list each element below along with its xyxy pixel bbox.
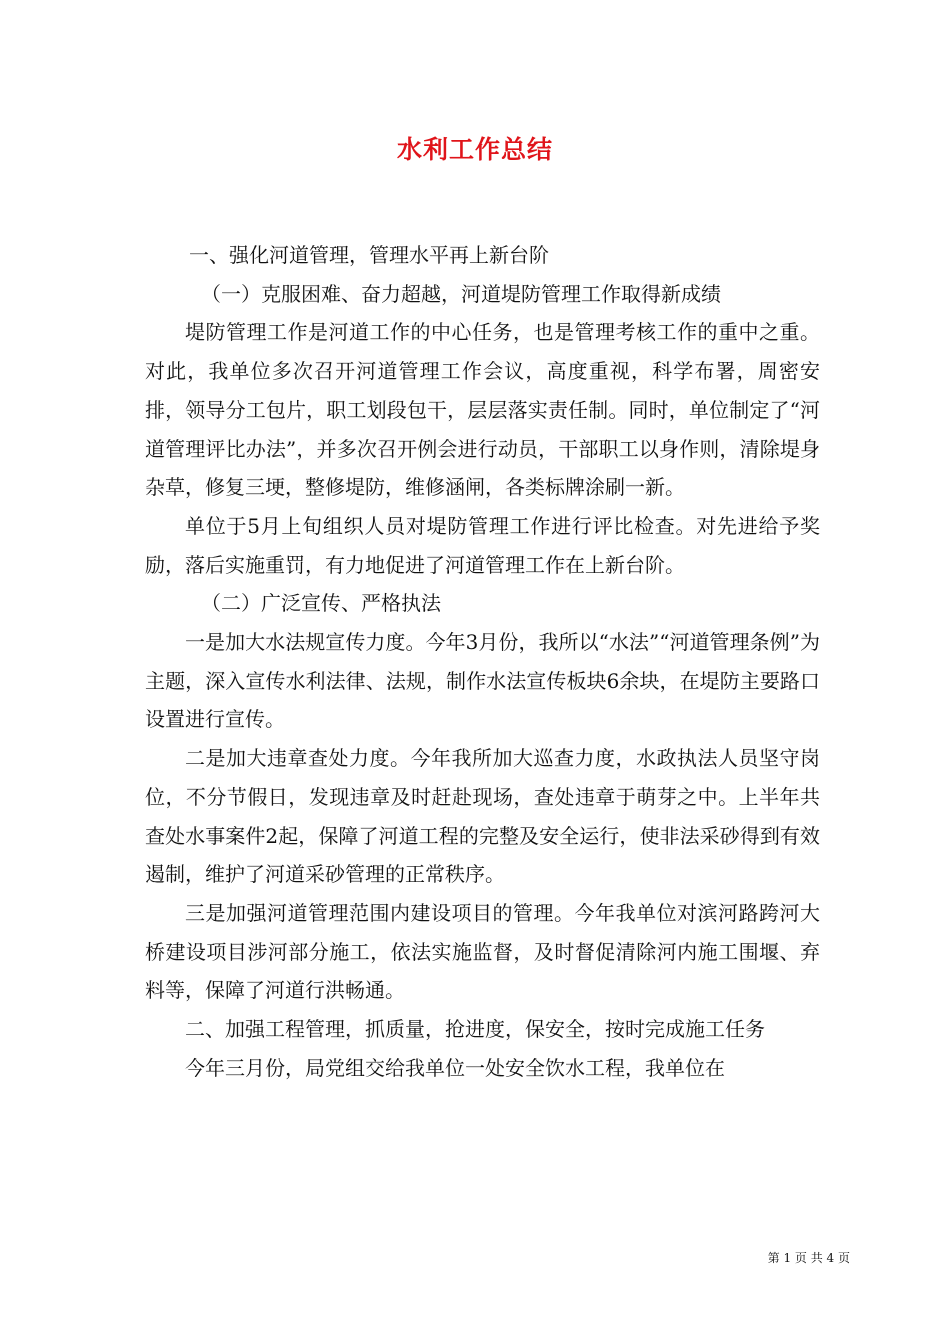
page-number-footer: 第 1 页 共 4 页 [767, 1251, 850, 1265]
body-paragraph: 一是加大水法规宣传力度。今年3月份，我所以“水法”“河道管理条例”为主题，深入宣传水利法律、法规，制作水法宣传板块6余块，在堤防主要路口设置进行宣传。 [145, 630, 820, 732]
section-heading-1: 一、强化河道管理，管理水平再上新台阶 [189, 243, 549, 267]
section-heading-2: 二、加强工程管理，抓质量，抢进度，保安全，按时完成施工任务 [185, 1017, 765, 1042]
subsection-heading-2: （二）广泛宣传、严格执法 [201, 591, 441, 616]
body-paragraph: 三是加强河道管理范围内建设项目的管理。今年我单位对滨河路跨河大桥建设项目涉河部分施工，依法实施监督，及时督促清除河内施工围堰、弃料等，保障了河道行洪畅通。 [145, 900, 820, 1003]
document-body [145, 236, 820, 1087]
document-title: 水利工作总结 [396, 135, 553, 164]
body-paragraph: 堤防管理工作是河道工作的中心任务，也是管理考核工作的重中之重。对此，我单位多次召开河道管理工作会议，高度重视，科学布署，周密安排，领导分工包片，职工划段包干，层层落实责任制。同时，单位制定了“河道管理评比办法”，并多次召开例会进行动员，干部职工以身作则，清除堤身杂草，修复三埂，整修堤防，维修涵闸，各类标牌涂刷一新。 [145, 320, 820, 500]
subsection-heading-1: （一）克服困难、奋力超越，河道堤防管理工作取得新成绩 [201, 281, 721, 306]
body-paragraph: 今年三月份，局党组交给我单位一处安全饮水工程，我单位在 [185, 1055, 725, 1080]
body-paragraph: 二是加大违章查处力度。今年我所加大巡查力度，水政执法人员坚守岗位，不分节假日，发现违章及时赶赴现场，查处违章于萌芽之中。上半年共查处水事案件2起，保障了河道工程的完整及安全运行，使非法采砂得到有效遏制，维护了河道采砂管理的正常秩序。 [145, 746, 820, 887]
body-paragraph: 单位于5月上旬组织人员对堤防管理工作进行评比检查。对先进给予奖励，落后实施重罚，有力地促进了河道管理工作在上新台阶。 [145, 513, 820, 577]
